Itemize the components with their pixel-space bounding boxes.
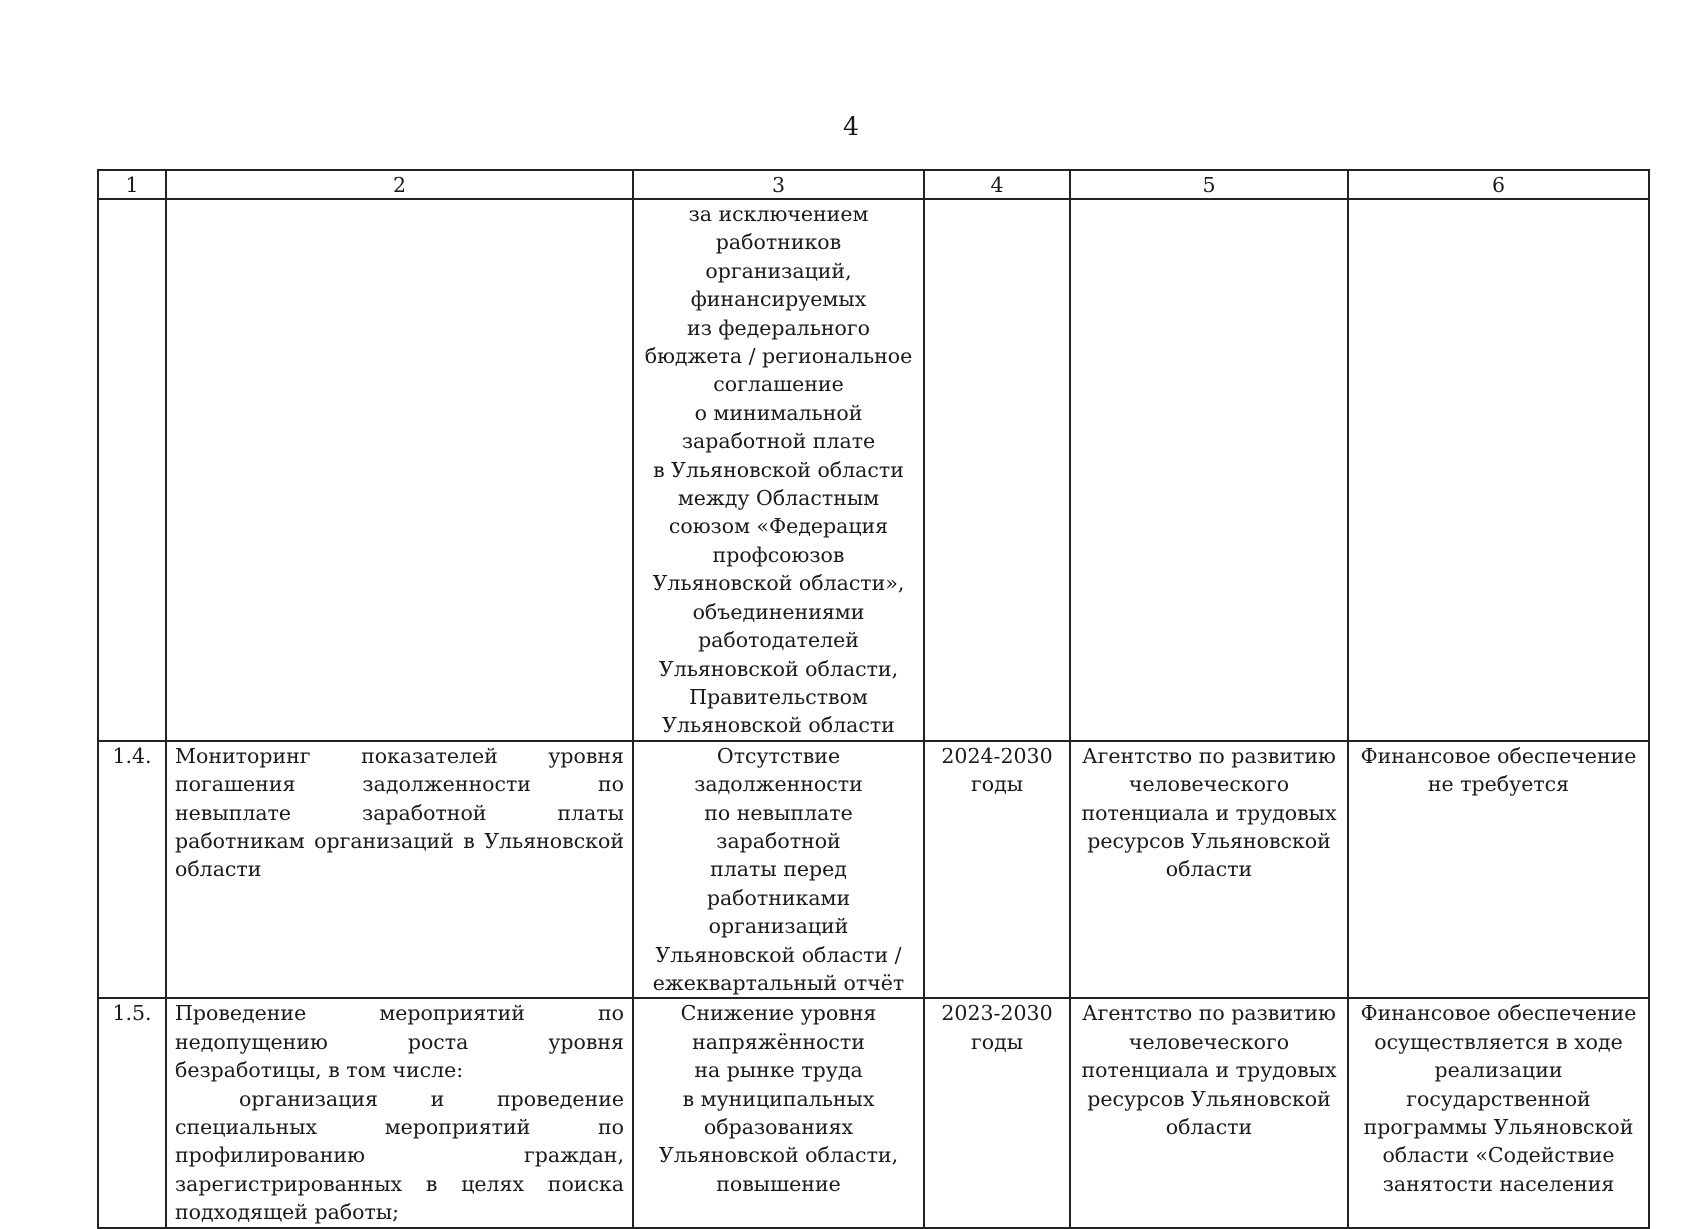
financing-cell xyxy=(1348,199,1649,741)
measures-table xyxy=(97,169,1650,1229)
column-number-row xyxy=(98,170,1649,199)
activity-paragraph: Проведение мероприятий по недопущению роста уровня безработицы, в том числе: xyxy=(175,1001,624,1083)
financing-cell: Финансовое обеспечение осуществляется в ходе реализации государственной программы Ульяновской области «Содействие занятости населения xyxy=(1348,998,1649,1227)
row-number-cell: 1.5. xyxy=(98,998,166,1227)
activity-cell xyxy=(166,199,633,741)
period-cell: 2023-2030 годы xyxy=(924,998,1070,1227)
period-cell xyxy=(924,199,1070,741)
column-header: 6 xyxy=(1348,170,1649,199)
column-header: 3 xyxy=(633,170,924,199)
column-header: 2 xyxy=(166,170,633,199)
period-cell: 2024-2030 годы xyxy=(924,741,1070,999)
table-row xyxy=(98,741,1649,999)
row-number-cell: 1.4. xyxy=(98,741,166,999)
executor-cell xyxy=(1070,199,1348,741)
page-number: 4 xyxy=(843,112,859,141)
result-cell: Отсутствие задолженности по невыплате заработной платы перед работниками организаций Ульяновской области / ежеквартальный отчёт xyxy=(633,741,924,999)
table-row xyxy=(98,998,1649,1227)
activity-paragraph: Мониторинг показателей уровня погашения задолженности по невыплате заработной платы работникам организаций в Ульяновской области xyxy=(175,743,624,882)
activity-paragraph: организация и проведение специальных мероприятий по профилированию граждан, зарегистрированных в целях поиска подходящей работы; xyxy=(175,1086,624,1225)
column-header: 4 xyxy=(924,170,1070,199)
table-row xyxy=(98,199,1649,741)
activity-cell xyxy=(166,741,633,999)
activity-cell xyxy=(166,998,633,1227)
financing-cell: Финансовое обеспечение не требуется xyxy=(1348,741,1649,999)
column-header: 5 xyxy=(1070,170,1348,199)
row-number-cell xyxy=(98,199,166,741)
column-header: 1 xyxy=(98,170,166,199)
executor-cell: Агентство по развитию человеческого потенциала и трудовых ресурсов Ульяновской области xyxy=(1070,998,1348,1227)
result-cell: за исключением работников организаций, финансируемых из федерального бюджета / региональное соглашение о минимальной заработной плате в Ульяновской области между Областным союзом «Федерация профсоюзов Ульяновской области», объединениями работодателей Ульяновской области, Правительством Ульяновской области xyxy=(633,199,924,741)
result-cell: Снижение уровня напряжённости на рынке труда в муниципальных образованиях Ульяновской области, повышение xyxy=(633,998,924,1227)
executor-cell: Агентство по развитию человеческого потенциала и трудовых ресурсов Ульяновской области xyxy=(1070,741,1348,999)
